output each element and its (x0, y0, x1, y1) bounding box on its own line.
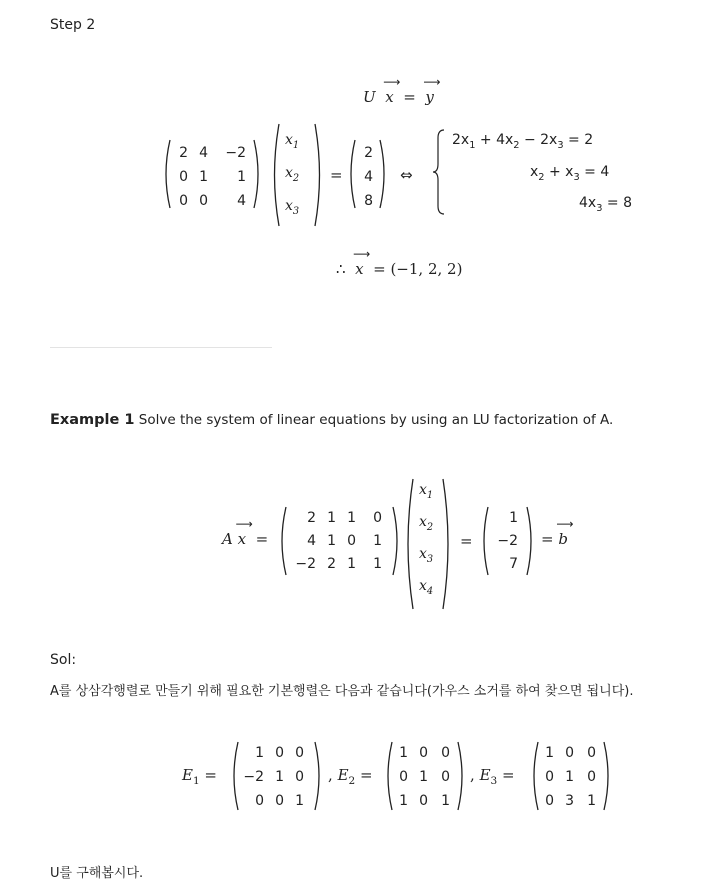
vector-entry: 2 (364, 145, 373, 161)
matrix-cell: 0 (441, 769, 450, 785)
matrix-cell: 2 (179, 145, 188, 161)
sol-label: Sol: (50, 652, 77, 668)
therefore-symbol: ∴ (336, 260, 346, 278)
matrix-cell: 0 (295, 769, 304, 785)
equation-ux-y (363, 75, 441, 106)
right-paren (602, 740, 614, 812)
matrix-cell: 2 (307, 510, 316, 526)
matrix-cell: 2 (327, 556, 336, 572)
right-paren (378, 138, 390, 210)
equals-sign: = (403, 88, 416, 106)
system-line-2: $x_2 + x_3 = 4$ (530, 164, 610, 183)
equals-sign: = (541, 530, 554, 548)
vector-x: ⟶ x (235, 517, 253, 548)
matrix-cell: 1 (419, 769, 428, 785)
matrix-cell: 4 (237, 193, 246, 209)
right-paren (313, 740, 325, 812)
left-paren (478, 505, 490, 577)
matrix-cell: 0 (441, 745, 450, 761)
matrix-cell: 1 (373, 556, 382, 572)
vector-b: ⟶ b (556, 517, 574, 548)
vector-entry: −2 (497, 533, 518, 549)
vector-entry: $x_3$ (419, 546, 434, 565)
matrix-cell: 0 (545, 793, 554, 809)
e1-label: $E_1$ = (182, 766, 217, 787)
system-line-1: $2x_1 + 4x_2 - 2x_3 = 2$ (452, 132, 594, 151)
matrix-cell: 4 (199, 145, 208, 161)
left-brace (432, 128, 446, 216)
matrix-cell: 0 (275, 745, 284, 761)
equals-b (541, 517, 574, 548)
matrix-cell: 1 (347, 556, 356, 572)
right-paren (252, 138, 264, 210)
matrix-cell: 1 (327, 533, 336, 549)
right-paren (456, 740, 468, 812)
matrix-cell: −2 (225, 145, 246, 161)
vector-entry: 7 (509, 556, 518, 572)
iff-symbol: ⇔ (400, 166, 413, 184)
matrix-cell: 0 (587, 745, 596, 761)
matrix-cell: −2 (243, 769, 264, 785)
left-paren (345, 138, 357, 210)
matrix-cell: 1 (399, 745, 408, 761)
matrix-cell: 0 (419, 793, 428, 809)
left-paren (269, 122, 281, 228)
left-paren (160, 138, 172, 210)
matrix-cell: 1 (587, 793, 596, 809)
equals-sign: = (460, 532, 473, 550)
matrix-a: A (222, 530, 233, 548)
vector-entry: $x_4$ (419, 578, 434, 597)
example-heading: Example 1 Solve the system of linear equations by using an LU factorization of A. (50, 412, 614, 428)
matrix-cell: 0 (295, 745, 304, 761)
sol-text: A를 상삼각행렬로 만들기 위해 필요한 기본행렬은 다음과 같습니다(가우스 소거를 하여 찾으면 됩니다). (50, 684, 634, 699)
matrix-cell: 3 (565, 793, 574, 809)
matrix-cell: 0 (179, 193, 188, 209)
vector-entry: 4 (364, 169, 373, 185)
matrix-cell: 0 (565, 745, 574, 761)
matrix-cell: 1 (373, 533, 382, 549)
matrix-cell: 0 (179, 169, 188, 185)
matrix-cell: 1 (295, 793, 304, 809)
vector-entry: $x_2$ (419, 514, 434, 533)
vector-entry: $x_1$ (419, 482, 434, 501)
equals-sign: = (330, 166, 343, 184)
matrix-u: U (363, 88, 376, 106)
equals-sign: = (255, 530, 269, 548)
matrix-cell: 1 (441, 793, 450, 809)
matrix-cell: 1 (347, 510, 356, 526)
equation-ax (222, 517, 269, 548)
matrix-cell: 1 (545, 745, 554, 761)
left-paren (403, 477, 415, 611)
matrix-cell: 1 (237, 169, 246, 185)
footer-text: U를 구해봅시다. (50, 866, 144, 881)
left-paren (276, 505, 288, 577)
matrix-cell: 1 (199, 169, 208, 185)
right-paren (525, 505, 537, 577)
matrix-cell: 0 (373, 510, 382, 526)
vector-entry: 1 (509, 510, 518, 526)
solution-value: = (−1, 2, 2) (373, 260, 463, 278)
divider (50, 347, 272, 348)
therefore-line (336, 247, 463, 278)
step-title: Step 2 (50, 17, 96, 33)
vector-entry: $x_1$ (285, 132, 300, 151)
matrix-cell: 0 (199, 193, 208, 209)
vector-y: ⟶ y (423, 75, 441, 106)
matrix-cell: 0 (545, 769, 554, 785)
matrix-cell: 0 (275, 793, 284, 809)
matrix-cell: 0 (419, 745, 428, 761)
matrix-cell: 0 (255, 793, 264, 809)
vector-entry: 8 (364, 193, 373, 209)
matrix-cell: 0 (347, 533, 356, 549)
e3-label: , $E_3$ = (470, 766, 515, 787)
right-paren (441, 477, 453, 611)
matrix-cell: 0 (399, 769, 408, 785)
matrix-cell: 1 (275, 769, 284, 785)
matrix-cell: 1 (565, 769, 574, 785)
matrix-cell: 4 (307, 533, 316, 549)
vector-entry: $x_3$ (285, 198, 300, 217)
matrix-cell: 1 (399, 793, 408, 809)
vector-x: ⟶ x (383, 75, 401, 106)
right-paren (313, 122, 325, 228)
system-line-3: $4x_3 = 8$ (579, 195, 632, 214)
matrix-cell: 1 (255, 745, 264, 761)
right-paren (391, 505, 403, 577)
matrix-cell: 1 (327, 510, 336, 526)
vector-entry: $x_2$ (285, 165, 300, 184)
vector-x: ⟶ x (353, 247, 371, 278)
matrix-cell: 0 (587, 769, 596, 785)
e2-label: , $E_2$ = (328, 766, 373, 787)
matrix-cell: −2 (295, 556, 316, 572)
